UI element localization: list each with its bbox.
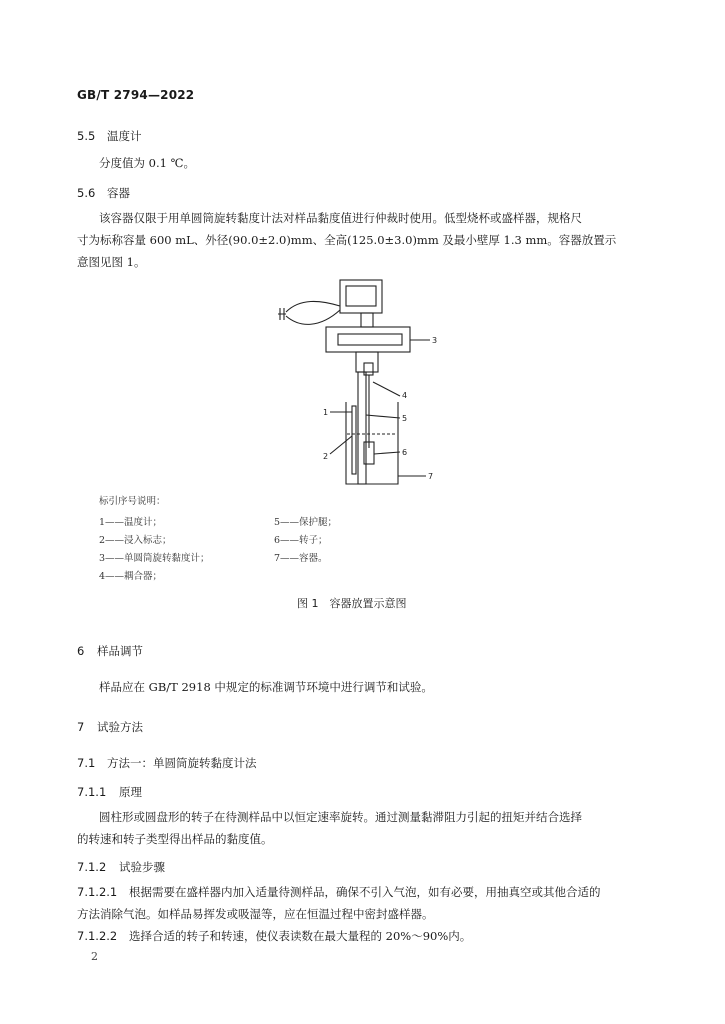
clause-text: 选择合适的转子和转速，使仪表读数在最大量程的 20%～90%内。 bbox=[129, 929, 472, 943]
callout-5: 5 bbox=[402, 414, 408, 423]
leader-4 bbox=[373, 382, 400, 396]
viscometer-body bbox=[326, 327, 410, 352]
guard-leg bbox=[358, 372, 366, 484]
page-number: 2 bbox=[91, 950, 98, 963]
section-7-1-1-line-1: 圆柱形或圆盘形的转子在待测样品中以恒定速率旋转。通过测量黏滞阻力引起的扭矩并结合选择 bbox=[99, 810, 582, 824]
section-title: 温度计 bbox=[107, 129, 142, 143]
section-title: 试验方法 bbox=[97, 720, 143, 734]
power-plug bbox=[278, 308, 286, 320]
section-6-body: 样品应在 GB/T 2918 中规定的标准调节环境中进行调节和试验。 bbox=[99, 680, 433, 694]
section-number: 7 bbox=[77, 720, 85, 734]
leader-6 bbox=[374, 452, 400, 454]
section-number: 7.1.1 bbox=[77, 785, 107, 799]
container bbox=[346, 402, 398, 484]
section-number: 5.6 bbox=[77, 186, 96, 200]
callout-2: 2 bbox=[323, 452, 329, 461]
figure-legend-title: 标引序号说明： bbox=[99, 496, 166, 507]
figure-1-diagram bbox=[270, 270, 450, 490]
viscometer-neck bbox=[361, 313, 373, 327]
section-7-heading bbox=[77, 719, 143, 735]
legend-item: 5——保护腿； bbox=[274, 517, 338, 528]
section-7-1-2-1-line-1 bbox=[77, 881, 601, 903]
callout-3: 3 bbox=[432, 336, 438, 345]
section-number: 7.1.2 bbox=[77, 860, 107, 874]
section-6-heading bbox=[77, 643, 143, 659]
standard-number: GB/T 2794—2022 bbox=[77, 88, 195, 102]
section-7-1-2-2 bbox=[77, 925, 471, 947]
legend-item: 4——耦合器； bbox=[99, 571, 163, 582]
section-5-5-heading bbox=[77, 128, 142, 144]
section-title: 原理 bbox=[119, 785, 142, 799]
section-title: 容器 bbox=[107, 186, 130, 200]
section-7-1-1-line-2: 的转速和转子类型得出样品的黏度值。 bbox=[77, 832, 273, 846]
viscometer-panel bbox=[338, 334, 402, 345]
section-5-6-line-2: 寸为标称容量 600 mL、外径(90.0±2.0)mm、全高(125.0±3.0)mm 及最小壁厚 1.3 mm。容器放置示 bbox=[77, 233, 617, 247]
callout-7: 7 bbox=[428, 472, 434, 481]
legend-item: 2——浸入标志； bbox=[99, 535, 172, 546]
section-7-1-2-1-line-2: 方法消除气泡。如样品易挥发或吸湿等，应在恒温过程中密封盛样器。 bbox=[77, 907, 434, 921]
legend-item: 3——单圆筒旋转黏度计； bbox=[99, 553, 210, 564]
clause-number: 7.1.2.1 bbox=[77, 885, 118, 899]
clause-number: 7.1.2.2 bbox=[77, 929, 118, 943]
legend-item: 1——温度计； bbox=[99, 517, 163, 528]
leader-5 bbox=[366, 415, 400, 418]
legend-item: 7——容器。 bbox=[274, 553, 328, 564]
section-title: 样品调节 bbox=[97, 644, 143, 658]
section-number: 7.1 bbox=[77, 756, 96, 770]
viscometer-stand bbox=[356, 352, 378, 372]
section-5-6-line-1: 该容器仅限于用单圆筒旋转黏度计法对样品黏度值进行仲裁时使用。低型烧杯或盛样器，规格尺 bbox=[99, 211, 582, 225]
section-5-5-body: 分度值为 0.1 ℃。 bbox=[99, 156, 195, 170]
callout-6: 6 bbox=[402, 448, 408, 457]
thermometer bbox=[352, 406, 356, 474]
leader-2 bbox=[330, 436, 352, 454]
section-number: 6 bbox=[77, 644, 85, 658]
figure-caption: 图 1 容器放置示意图 bbox=[297, 597, 407, 610]
clause-text: 根据需要在盛样器内加入适量待测样品，确保不引入气泡，如有必要，用抽真空或其他合适的 bbox=[129, 885, 601, 899]
section-5-6-heading bbox=[77, 185, 130, 201]
callout-1: 1 bbox=[323, 408, 329, 417]
section-5-6-line-3: 意图见图 1。 bbox=[77, 255, 146, 269]
section-number: 5.5 bbox=[77, 129, 96, 143]
callout-4: 4 bbox=[402, 391, 408, 400]
section-title: 方法一：单圆筒旋转黏度计法 bbox=[107, 756, 257, 770]
legend-item: 6——转子； bbox=[274, 535, 328, 546]
section-title: 试验步骤 bbox=[119, 860, 165, 874]
section-7-1-2-heading bbox=[77, 859, 165, 875]
power-cable bbox=[286, 301, 340, 324]
coupler bbox=[364, 363, 373, 375]
display-screen bbox=[346, 286, 376, 306]
section-7-1-heading bbox=[77, 755, 257, 771]
section-7-1-1-heading bbox=[77, 784, 142, 800]
